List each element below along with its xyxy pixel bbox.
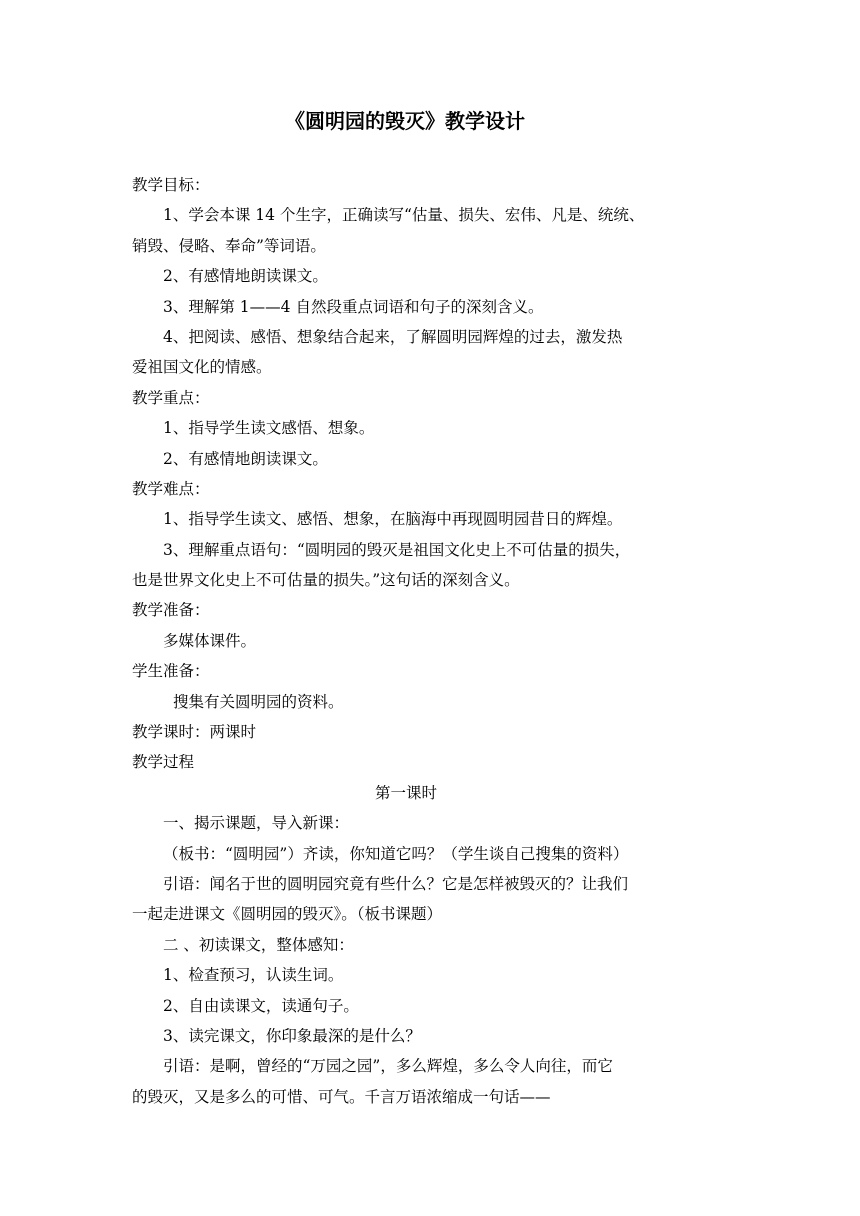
- text-line: 第一课时: [374, 783, 437, 802]
- text-line: 教学重点：: [132, 388, 210, 407]
- text-line: 1、指导学生读文感悟、想象。: [163, 419, 375, 438]
- text-line: 1、学会本课 14 个生字，正确读写“估量、损失、宏伟、凡是、统统、: [163, 206, 645, 225]
- text-line: 引语：是啊，曾经的“万园之园”，多么辉煌，多么令人向往，而它: [163, 1057, 613, 1076]
- text-line: 爱祖国文化的情感。: [132, 358, 272, 377]
- text-line: 销毁、侵略、奉命”等词语。: [132, 236, 326, 255]
- text-line: 3、读完课文，你印象最深的是什么？: [163, 1026, 421, 1045]
- document-title: 《圆明园的毁灭》教学设计: [285, 109, 525, 133]
- text-line: 教学目标：: [132, 176, 210, 194]
- text-line: 的毁灭，又是多么的可惜、可气。千言万语浓缩成一句话——: [132, 1087, 551, 1106]
- text-line: 教学难点：: [132, 479, 210, 498]
- text-line: 3、理解重点语句：“圆明园的毁灭是祖国文化史上不可估量的损失，: [163, 540, 631, 559]
- text-line: （板书：“圆明园”）齐读，你知道它吗？（学生谈自己搜集的资料）: [163, 844, 629, 863]
- text-line: 学生准备：: [132, 662, 210, 681]
- text-line: 一起走进课文《圆明园的毁灭》。（板书课题）: [132, 905, 443, 924]
- text-line: 搜集有关圆明园的资料。: [173, 692, 344, 711]
- text-line: 1、指导学生读文、感悟、想象，在脑海中再现圆明园昔日的辉煌。: [163, 510, 623, 529]
- text-line: 二 、初读课文，整体感知：: [163, 935, 354, 954]
- text-line: 多媒体课件。: [163, 631, 257, 650]
- text-line: 一、揭示课题，导入新课：: [163, 814, 350, 833]
- text-line: 2、有感情地朗读课文。: [163, 267, 328, 286]
- document-body: [132, 170, 680, 1112]
- text-line: 也是世界文化史上不可估量的损失。”这句话的深刻含义。: [132, 571, 520, 590]
- text-line: 1、检查预习，认读生词。: [163, 966, 344, 985]
- text-line: 4、把阅读、感悟、想象结合起来，了解圆明园辉煌的过去，激发热: [163, 327, 623, 346]
- text-line: 教学课时：两课时: [132, 723, 257, 742]
- text-line: 教学准备：: [132, 601, 210, 620]
- text-line: 引语：闻名于世的圆明园究竟有些什么？它是怎样被毁灭的？让我们: [163, 874, 629, 893]
- text-line: 教学过程: [132, 753, 195, 772]
- text-line: 3、理解第 1——4 自然段重点词语和句子的深刻含义。: [163, 297, 544, 316]
- text-line: 2、有感情地朗读课文。: [163, 449, 328, 468]
- text-line: 2、自由读课文，读通句子。: [163, 996, 359, 1015]
